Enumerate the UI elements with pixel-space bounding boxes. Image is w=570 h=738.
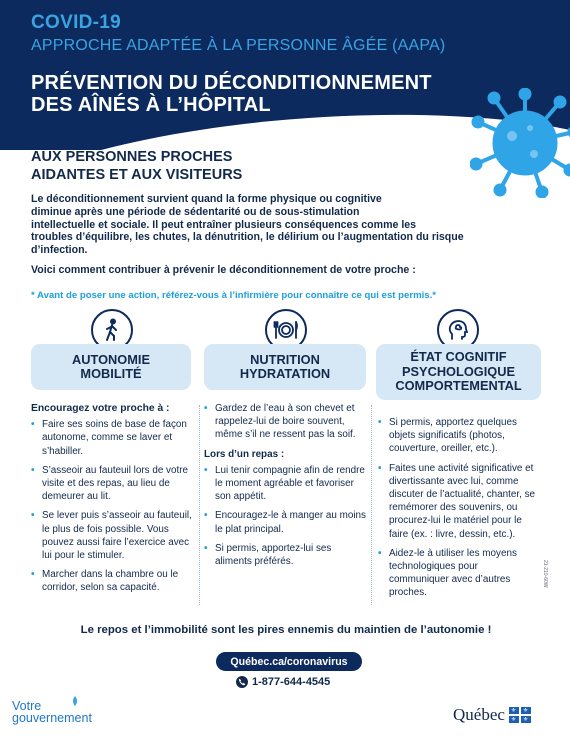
page-title: [31, 72, 432, 116]
intro-line-2: diminue après une période de sédentarité ou de sous-stimulation: [31, 205, 360, 218]
list-item: • Marcher dans la chambre ou le corridor, selon sa capacité.: [31, 568, 195, 594]
lead-text: Voici comment contribuer à prévenir le déconditionnement de votre proche :: [31, 264, 416, 276]
logo-votre: Votre: [12, 699, 42, 713]
cognitive-list: [378, 416, 538, 600]
audience-line-2: AIDANTES ET AUX VISITEURS: [31, 167, 243, 183]
list-item: • Se lever puis s’asseoir au fauteuil, le plus de fois possible. Vous pouvez aussi faire l’exercice avec lui pour le stimuler.: [31, 509, 195, 562]
list-item: • Faites une activité significative et divertissante avec lui, comme discuter de l’actualité, chanter, se remémorer des souvenirs, ou procurez-lui le matériel pour le faire (ex. : livre, dessin, etc.).: [378, 462, 538, 541]
votre-gouvernement-logo: [12, 700, 92, 724]
program-label: APPROCHE ADAPTÉE À LA PERSONNE ÂGÉE (AAPA): [31, 37, 446, 54]
nutrition-list-top: [204, 402, 366, 442]
intro-paragraph: [31, 193, 541, 257]
audience-line-1: AUX PERSONNES PROCHES: [31, 149, 233, 165]
list-item: • Si permis, apportez quelques objets significatifs (photos, couverture, oreiller, etc.).: [378, 416, 538, 456]
list-item: • Lui tenir compagnie afin de rendre le moment agréable et favoriser son appétit.: [204, 464, 366, 504]
column-divider: [199, 405, 200, 605]
quebec-wordmark: Québec: [453, 705, 505, 724]
list-item: • Aidez-le à utiliser les moyens technologiques pour communiquer avec d’autres proches.: [378, 547, 538, 600]
cognitive-column: [378, 416, 538, 606]
list-item: • Faire ses soins de base de façon autonome, comme se laver et s’habiller.: [31, 418, 195, 458]
title-line-2: DES AÎNÉS À L’HÔPITAL: [31, 94, 271, 116]
autonomy-title-line-1: AUTONOMIE: [72, 351, 150, 367]
phone-number: 1-877-644-4545: [252, 676, 331, 688]
nutrition-title-line-1: NUTRITION: [250, 351, 320, 367]
closing-statement: Le repos et l’immobilité sont les pires ennemis du maintien de l’autonomie !: [80, 624, 492, 636]
logo-gouvernement: gouvernement: [12, 711, 92, 725]
nutrition-column: [204, 402, 366, 574]
audience-heading: [31, 148, 242, 184]
document-code: 21-210-60W: [542, 560, 548, 588]
coronavirus-link[interactable]: Québec.ca/coronavirus: [216, 652, 362, 671]
cognitive-title-line-3: COMPORTEMENTAL: [395, 378, 522, 394]
intro-line-5: d’infection.: [31, 244, 88, 257]
cognitive-title-line-2: PSYCHOLOGIQUE: [401, 363, 516, 379]
list-item: • Encouragez-le à manger au moins le plat principal.: [204, 509, 366, 535]
autonomy-heading: Encouragez votre proche à :: [31, 403, 170, 414]
covid-label: COVID-19: [31, 12, 122, 33]
autonomy-list: [31, 418, 195, 594]
nutrition-title-box: [204, 344, 366, 390]
list-item: • S’asseoir au fauteuil lors de votre visite et des repas, au lieu de demeurer au lit.: [31, 464, 195, 504]
phone-icon: [236, 676, 248, 688]
title-line-1: PRÉVENTION DU DÉCONDITIONNEMENT: [31, 72, 432, 94]
cognitive-title-line-1: ÉTAT COGNITIF: [410, 349, 507, 365]
nutrition-title-line-2: HYDRATATION: [239, 366, 331, 381]
quebec-logo: [453, 705, 531, 725]
intro-line-3: intellectuelle et sociale. Il peut entraîner plusieurs conséquences comme les: [31, 218, 417, 231]
list-item: • Gardez de l’eau à son chevet et rappelez-lui de boire souvent, même s’il ne ressent pas la soif.: [204, 402, 366, 442]
permission-note: * Avant de poser une action, référez-vous à l’infirmière pour connaître ce qui est permis.*: [31, 290, 437, 301]
autonomy-title-box: [31, 344, 191, 390]
leaf-icon: [70, 696, 80, 706]
column-divider: [371, 405, 372, 605]
autonomy-column: [31, 402, 195, 601]
intro-line-4: troubles d’équilibre, les chutes, la dénutrition, le délirium ou l’augmentation du risque: [31, 231, 464, 244]
intro-line-1: Le déconditionnement survient quand la forme physique ou cognitive: [31, 193, 382, 205]
list-item: • Si permis, apportez-lui ses aliments préférés.: [204, 542, 366, 568]
cognitive-title-box: [376, 344, 541, 400]
virus-icon: [470, 88, 570, 198]
quebec-flag-icon: ⚜ ⚜ ⚜ ⚜: [509, 707, 531, 723]
meal-subheading: Lors d’un repas :: [204, 448, 285, 460]
autonomy-title-line-2: MOBILITÉ: [80, 366, 142, 381]
nutrition-list: [204, 464, 366, 568]
phone-line[interactable]: [236, 676, 330, 688]
